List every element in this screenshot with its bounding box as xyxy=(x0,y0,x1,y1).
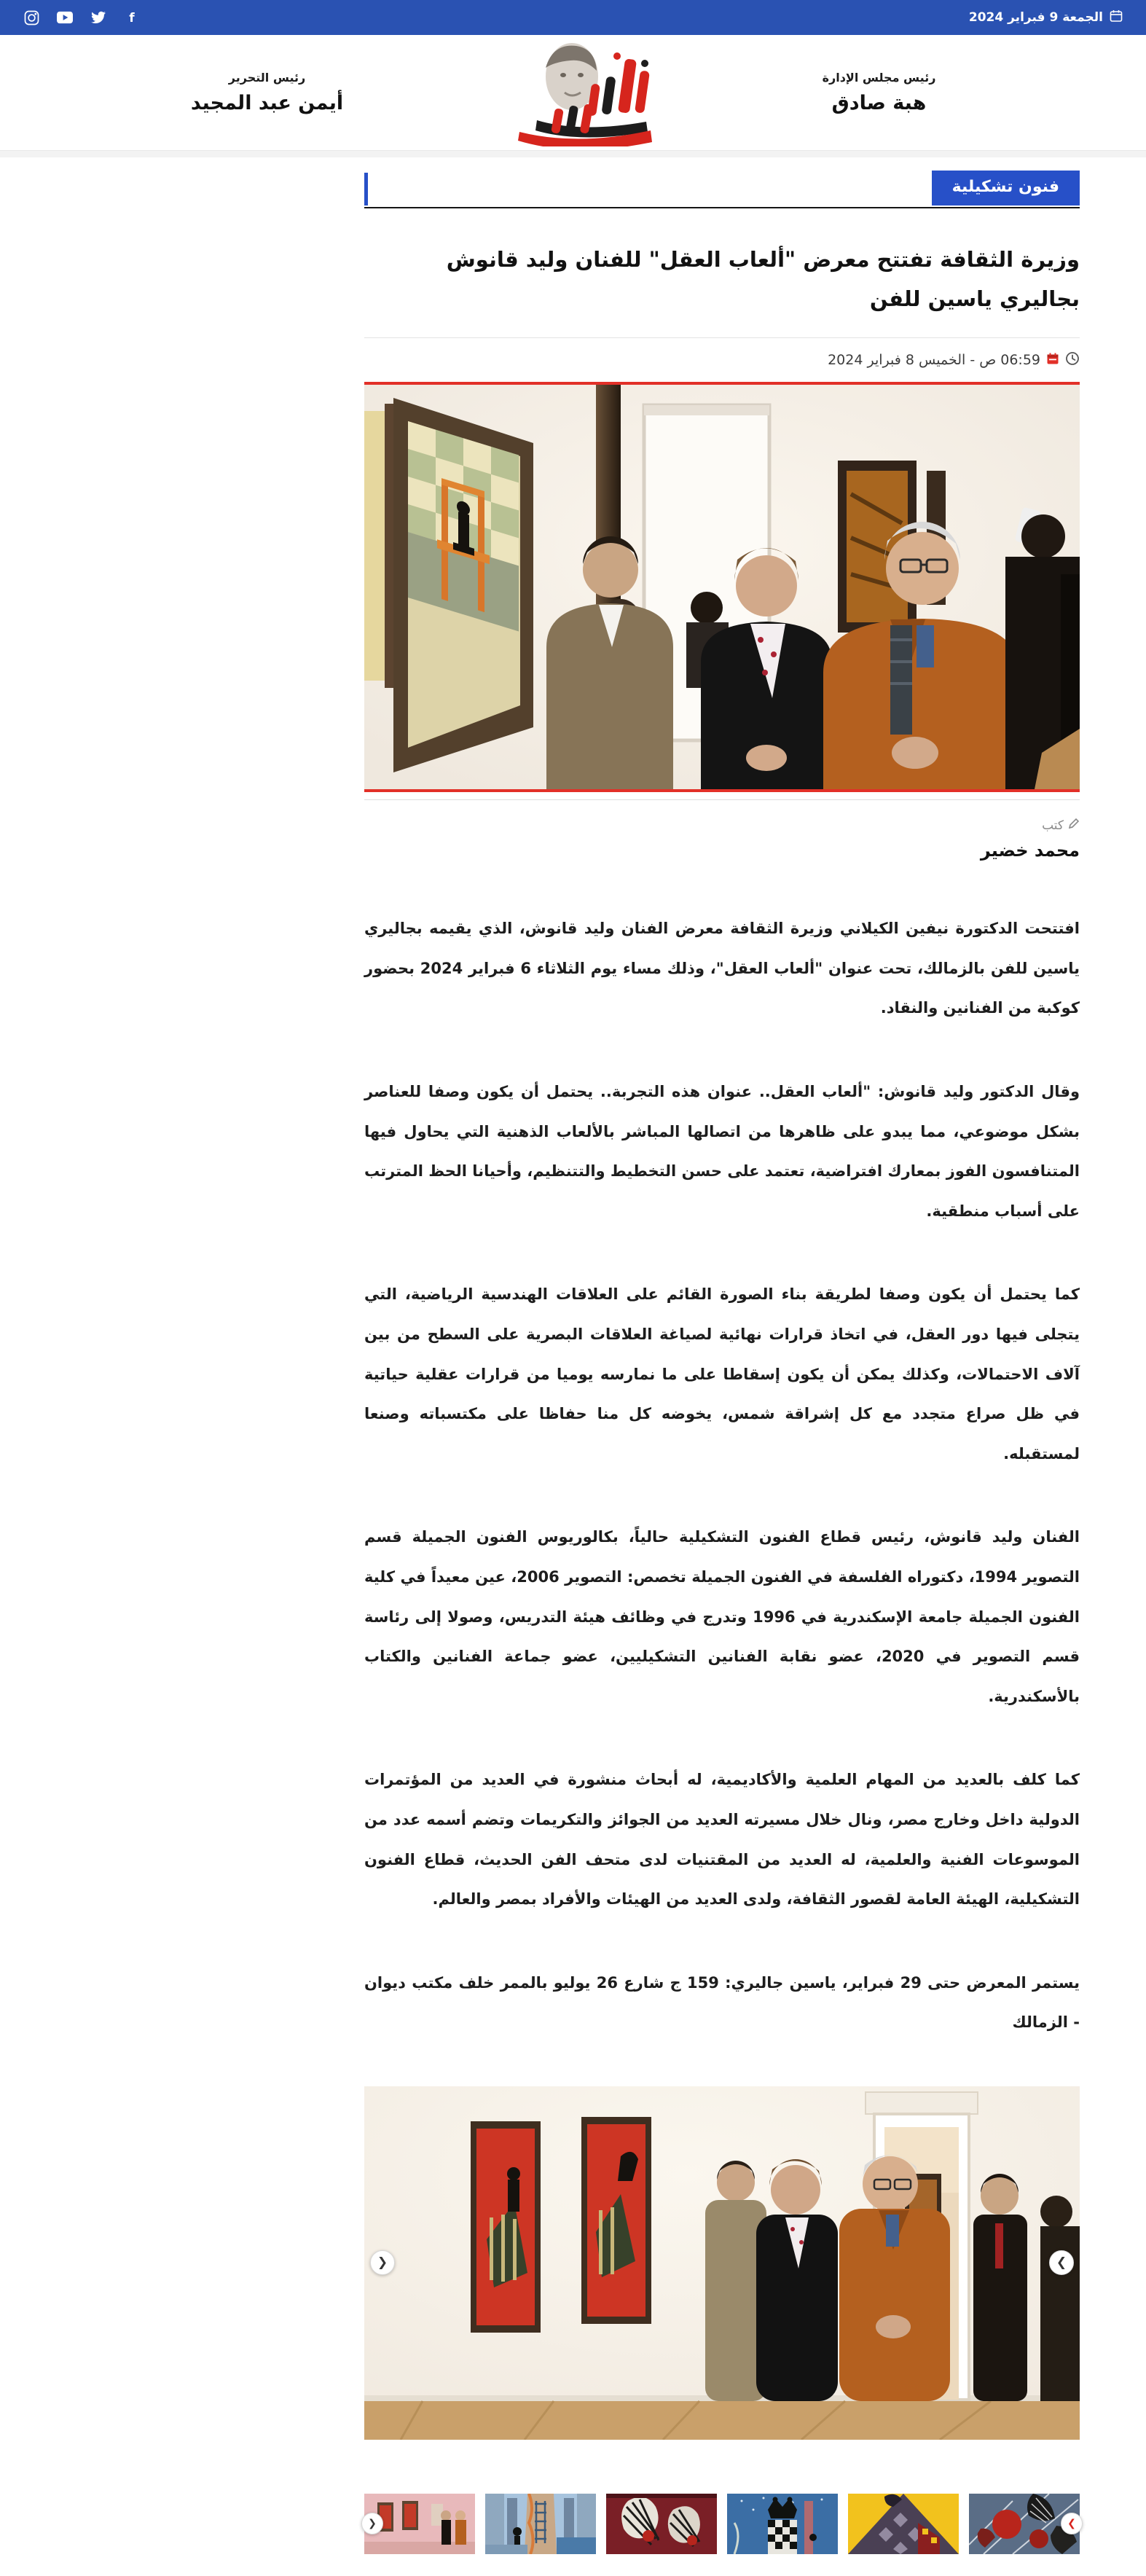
title-divider xyxy=(364,337,1080,338)
clock-icon xyxy=(1065,351,1080,369)
article-paragraph: كما كلف بالعديد من المهام العلمية والأكاديمية، له أبحاث منشورة في العديد من المؤتمرات الدولية داخل وخارج مصر، ونال خلال مسيرته العديد من الجوائز والتكريمات وتضم أسمه عدد من الموسوعات الفنية والعلمية، له العديد من المقتنيات لدى متحف الفن الحديث، قطاع الفنون التشكيلية، الهيئة العامة لقصور الثقافة، ولدى العديد من الهيئات والأفراد بمصر والعالم. xyxy=(364,1771,1080,1908)
publish-date-label: 06:59 ص - الخميس 8 فبراير 2024 xyxy=(828,352,1040,369)
thumbnail-2[interactable] xyxy=(848,2494,959,2554)
thumbnail-4[interactable] xyxy=(606,2494,717,2554)
article-paragraph: كما يحتمل أن يكون وصفا لطريقة بناء الصورة القائم على العلاقات الهندسية الرياضية، التي يتجلى فيها دور العقل، في اتخاذ قرارات نهائية لصياغة العلاقات البصرية على السطح من بين آلاف الاحتمالات، وكذلك يمكن أن يكون إسقاطا على ما نمارسه يوميا من قرارات عقلية حياتية في ظل صراع متجدد مع كل إشراقة شمس، يخوضه كل منا حفاظا على مكتسباته وصنعا لمستقبله. xyxy=(364,1285,1080,1463)
social-links xyxy=(23,9,140,26)
publish-date-row xyxy=(364,348,1080,372)
youtube-icon[interactable] xyxy=(57,9,73,26)
thumbnail-3[interactable] xyxy=(727,2494,838,2554)
slideshow-image xyxy=(364,2086,1080,2440)
article-paragraph: افتتحت الدكتورة نيفين الكيلاني وزيرة الثقافة معرض الفنان وليد قانوش، الذي يقيمه بجاليري ياسين للفن بالزمالك، تحت عنوان "ألعاب العقل"، وذلك مساء يوم الثلاثاء 6 فبراير 2024 بحضور كوكبة من الفنانين والنقاد. xyxy=(364,920,1080,1017)
category-accent-bar xyxy=(364,173,368,205)
site-header xyxy=(0,35,1146,150)
category-badge[interactable]: فنون تشكيلية xyxy=(932,171,1080,205)
slideshow-prev-button[interactable]: ❮ xyxy=(370,2250,395,2275)
topbar-date xyxy=(969,9,1123,26)
byline xyxy=(364,818,1080,861)
hero-divider xyxy=(364,799,1080,800)
article-title: وزيرة الثقافة تفتتح معرض "ألعاب العقل" للفنان وليد قانوش بجاليري ياسين للفن xyxy=(446,247,1080,311)
facebook-icon[interactable] xyxy=(124,9,140,26)
topbar xyxy=(0,0,1146,35)
header-divider xyxy=(0,150,1146,157)
topbar-date-label: الجمعة 9 فبراير 2024 xyxy=(968,10,1103,25)
chairman-block xyxy=(799,71,959,114)
svg-text:f: f xyxy=(129,11,135,25)
gallery-slideshow xyxy=(364,2086,1080,2440)
slideshow-next-button[interactable]: ❯ xyxy=(1049,2250,1074,2275)
site-logo[interactable] xyxy=(450,38,697,147)
category-row xyxy=(364,171,1080,208)
gallery-thumbnails xyxy=(364,2494,1080,2554)
twitter-icon[interactable] xyxy=(90,9,106,26)
thumbs-next-button[interactable]: ❯ xyxy=(1061,2513,1083,2534)
editor-name: أيمن عبد المجيد xyxy=(190,92,344,114)
calendar-red-icon xyxy=(1046,352,1059,369)
editor-block xyxy=(187,71,348,114)
hero-image xyxy=(364,382,1080,792)
calendar-icon xyxy=(1110,9,1123,26)
pencil-icon xyxy=(1068,818,1080,833)
article-column xyxy=(364,171,1080,2576)
article-body xyxy=(364,909,1080,2043)
article-paragraph: وقال الدكتور وليد قانوش: "ألعاب العقل.. عنوان هذه التجربة.. يحتمل أن يكون وصفا للعناصر بشكل موضوعي، مما يبدو على ظاهرها من اتصالها المباشر بالألعاب الذهنية التي يحاول فيها المتنافسون الفوز بمعارك افتراضية، تعتمد على حسن التخطيط والتتنظيم، وأحيانا الحظ المترتب على أسباب منطقية. xyxy=(364,1083,1080,1220)
thumbnail-5[interactable] xyxy=(485,2494,596,2554)
thumbs-prev-button[interactable]: ❮ xyxy=(361,2513,383,2534)
article-paragraph: الفنان وليد قانوش، رئيس قطاع الفنون التشكيلية حالياً، بكالوريوس الفنون الجميلة قسم التصوير 1994، دكتوراه الفلسفة في الفنون الجميلة تخصص: التصوير 2006، عين معيداً في كلية الفنون الجميلة جامعة الإسكندرية في 1996 وتدرج في وظائف هيئة التدريس، وصولا إلى رئاسة قسم التصوير في 2020، عضو نقابة الفنانين التشكيليين، عضو جماعة الفنانين والكتاب بالأسكندرية. xyxy=(364,1528,1080,1705)
article-paragraph: يستمر المعرض حتى 29 فبراير، ياسين جاليري: 159 ج شارع 26 يوليو بالممر خلف مكتب ديوان - الزمالك xyxy=(364,1973,1080,2032)
chairman-name: هبة صادق xyxy=(831,92,927,114)
instagram-icon[interactable] xyxy=(23,9,39,26)
bottom-spacer xyxy=(364,2554,1080,2576)
editor-title: رئيس التحرير xyxy=(228,71,306,85)
chairman-title: رئيس مجلس الإدارة xyxy=(822,71,936,85)
author-name[interactable]: محمد خضير xyxy=(980,840,1080,861)
byline-label: كتب xyxy=(1042,818,1064,833)
